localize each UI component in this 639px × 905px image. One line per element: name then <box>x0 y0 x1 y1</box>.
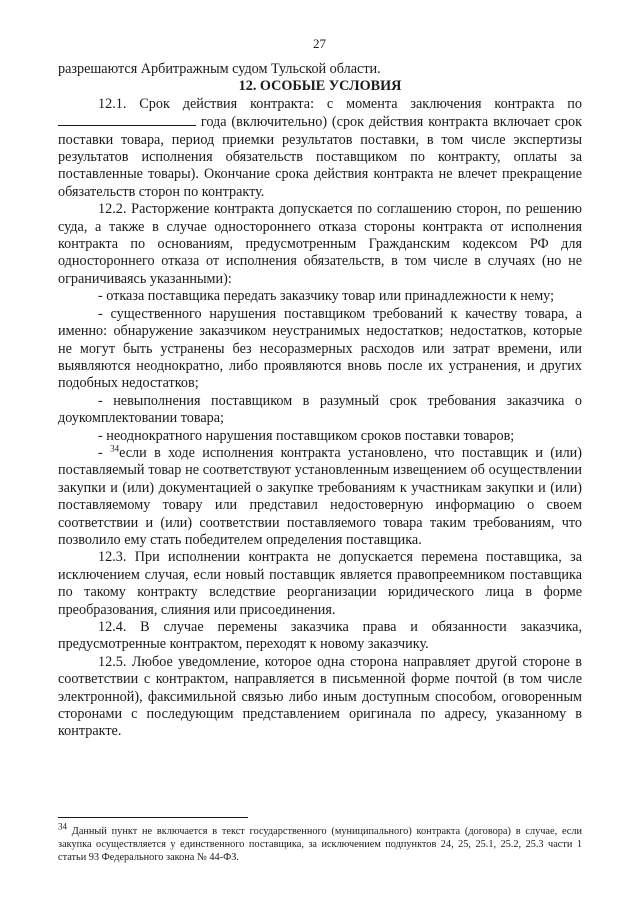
case-item-3: - невыполнения поставщиком в разумный срок требования заказчика о доукомплектовании товара; <box>58 392 582 427</box>
paragraph-12-1-start: 12.1. Срок действия контракта: с момента заключения контракта по <box>98 95 582 112</box>
page-number: 27 <box>313 36 326 51</box>
footnote <box>58 821 582 865</box>
footnote-marker: 34 <box>58 821 67 832</box>
paragraph-12-3: 12.3. При исполнении контракта не допускается перемена поставщика, за исключением случая, если новый поставщик является правопреемником поставщика по такому контракту вследствие реорганизации юридического лица в форме преобразования, слияния или присоединения. <box>58 549 582 618</box>
case-item-5 <box>58 445 582 549</box>
intro-line: разрешаются Арбитражным судом Тульской области. <box>58 61 381 77</box>
paragraph-12-1-rest: года (включительно) (срок действия контракта включает срок поставки товара, период приемки результатов поставки, в том числе экспертизы результатов исполнения обязательств поставщиком по контракту, оплаты за поставленные товары). Окончание срока действия контракта не влечет прекращение обязательств сторон по контракту. <box>58 114 582 200</box>
case-item-2: - существенного нарушения поставщиком требований к качеству товара, а именно: обнаружение заказчиком неустранимых недостатков; недостатков, которые не могут быть устранены без несоразмерных расходов или затрат времени, или выявляются неоднократно, либо проявляются вновь после их устранения, и других подобных недостатков; <box>58 305 582 392</box>
section-title: 12. ОСОБЫЕ УСЛОВИЯ <box>238 78 402 95</box>
footnote-divider <box>58 817 248 818</box>
case-item-5-dash: - <box>98 444 111 461</box>
case-item-4: - неоднократного нарушения поставщиком сроков поставки товаров; <box>98 427 515 444</box>
footnote-reference: 34 <box>110 443 120 454</box>
paragraph-12-1 <box>58 96 582 201</box>
case-item-1: - отказа поставщика передать заказчику товар или принадлежности к нему; <box>98 288 555 305</box>
paragraph-12-5: 12.5. Любое уведомление, которое одна сторона направляет другой стороне в соответствии с контрактом, направляется в письменной форме почтой (в том числе электронной), факсимильной связью либо иным доступным способом, оговоренным сторонами с последующим представлением оригинала по адресу, указанному в контракте. <box>58 653 582 740</box>
paragraph-12-2: 12.2. Расторжение контракта допускается по соглашению сторон, по решению суда, а также в случае одностороннего отказа стороны контракта от исполнения контракта по основаниям, предусмотренным Гражданским кодексом РФ для одностороннего отказа от исполнения обязательств, в том числе в случаях (но не ограничиваясь указанными): <box>58 201 582 287</box>
document-body <box>58 61 582 741</box>
date-blank-line <box>58 113 196 126</box>
paragraph-12-4: 12.4. В случае перемены заказчика права и обязанности заказчика, предусмотренные контрактом, переходят к новому заказчику. <box>58 619 582 653</box>
case-item-5-text: если в ходе исполнения контракта установлено, что поставщик и (или) поставляемый товар не соответствуют установленным извещением об осуществлении закупки и (или) документацией о закупке требованиям к участникам закупки и (или) поставляемому товару или представил недостоверную информацию о своем соответствии и (или) соответствии поставляемого товара таким требованиям, что позволило ему стать победителем определения поставщика. <box>58 444 582 548</box>
footnote-text: Данный пункт не включается в текст государственного (муниципального) контракта (договора) в случае, если закупка осуществляется у единственного поставщика, за исключением подпунктов 24, 25, 25.1, 25.2, 25.3 части 1 статьи 93 Федерального закона № 44-ФЗ. <box>58 826 582 864</box>
